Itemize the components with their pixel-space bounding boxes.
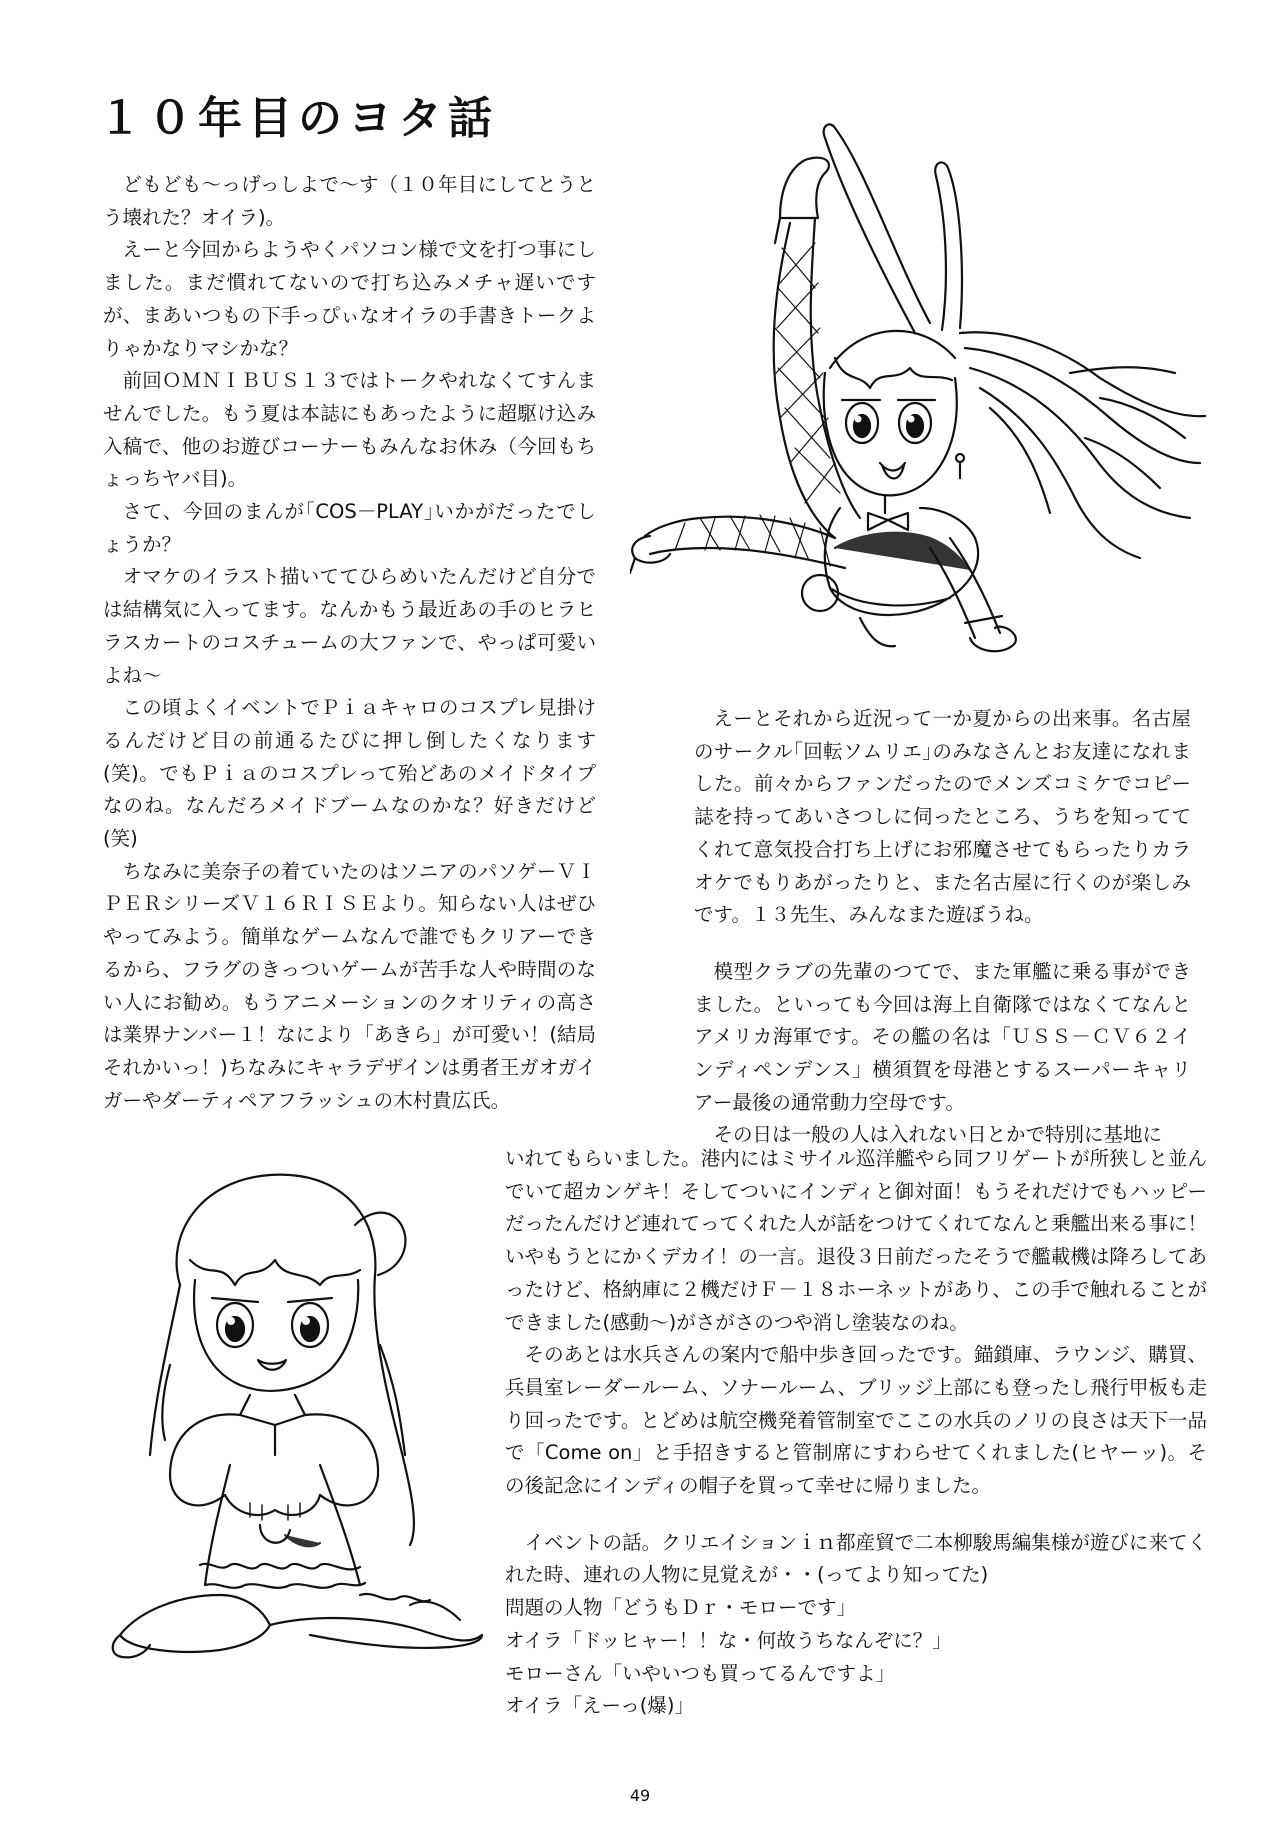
maid-girl-illustration: [110, 1165, 490, 1665]
dialogue-line-3: モローさん「いやいつも買ってるんですよ」: [505, 1661, 896, 1685]
left-paragraph-7: ちなみに美奈子の着ていたのはソニアのパソゲーＶＩＰＥＲシリーズＶ１６ＲＩＳＥより。知らない人はぜひやってみよう。簡単なゲームなんで誰でもクリアーできるから、フラグのきっついゲームが苦手な人や時間のない人にお勧め。もうアニメーションのクオリティの高さは業界ナンバー１！なにより「あきら」が可愛い！(結局それかいっ！)ちなみにキャラデザインは勇者王ガオガイガーやダーティペアフラッシュの木村貴広氏。: [103, 859, 596, 1112]
bottom-paragraph-2: そのあとは水兵さんの案内で船中歩き回ったです。錨鎖庫、ラウンジ、購買、兵員室レーダールーム、ソナールーム、ブリッジ上部にも登ったし飛行甲板も走り回ったです。とどめは航空機発着管制室でここの水兵のノリの良さは天下一品で「Come on」と手招きすると管制席にすわらせてくれました(ヒヤーッ)。その後記念にインディの帽子を買って幸せに帰りました。: [505, 1343, 1207, 1498]
left-paragraph-6: この頃よくイベントでＰｉａキャロのコスプレ見掛けるんだけど目の前通るたびに押し倒したくなります(笑)。でもＰｉａのコスプレって殆どあのメイドタイプなのね。なんだろメイドブームなのかな？好きだけど(笑): [103, 696, 596, 851]
left-paragraph-4: さて、今回のまんが｢COS－PLAY｣いかがだったでしょうか？: [103, 500, 596, 556]
right-paragraph-2: 模型クラブの先輩のつてで、また軍艦に乗る事ができました。といっても今回は海上自衛隊ではなくてなんとアメリカ海軍です。その艦の名は「ＵＳＳ－ＣＶ６２インディペンデンス」横須賀を母港とするスーパーキャリアー最後の通常動力空母です。: [694, 959, 1191, 1114]
left-text-column: [103, 169, 596, 1117]
bunny-girl-illustration: [630, 118, 1210, 658]
dialogue-line-4: オイラ「えーっ(爆)」: [505, 1694, 694, 1718]
right-paragraph-3: その日は一般の人は入れない日とかで特別に基地に: [713, 1123, 1163, 1147]
left-paragraph-3: 前回ＯＭＮＩＢＵＳ１３ではトークやれなくてすんませんでした。もう夏は本誌にもあったように超駆け込み入稿で、他のお遊びコーナーもみんなお休み（今回もちょっちヤバ目)。: [103, 369, 596, 491]
left-paragraph-5: オマケのイラスト描いててひらめいたんだけど自分では結構気に入ってます。なんかもう最近あの手のヒラヒラスカートのコスチュームの大ファンで、やっぱ可愛いよね～: [103, 565, 596, 687]
dialogue-line-1: 問題の人物「どうもＤｒ・モローです」: [505, 1596, 857, 1620]
bottom-paragraph-1: いれてもらいました。港内にはミサイル巡洋艦やら同フリゲートが所狭しと並んでいて超カンゲキ！そしてついにインディと御対面！もうそれだけでもハッピーだったんだけど連れてってくれた人が話をつけてくれてなんと乗艦出来る事に！いやもうとにかくデカイ！の一言。退役３日前だったそうで艦載機は降ろしてあったけど、格納庫に２機だけＦ－１８ホーネットがあり、この手で触れることができました(感動～)がさがさのつや消し塗装なのね。: [505, 1147, 1208, 1334]
dialogue-line-2: オイラ「ドッヒャー！！な・何故うちなんぞに？」: [505, 1628, 952, 1652]
bottom-text-column: [505, 1143, 1207, 1723]
left-paragraph-2: えーと今回からようやくパソコン様で文を打つ事にしました。まだ慣れてないので打ち込みメチャ遅いですが、まあいつもの下手っぴぃなオイラの手書きトークよりゃかなりマシかな？: [103, 238, 596, 360]
page-number: 49: [629, 1786, 651, 1805]
right-text-column: [694, 703, 1191, 1152]
page-title: １０年目のヨタ話: [98, 93, 498, 144]
left-paragraph-1: どもども～っげっしよで～す（１０年目にしてとうとう壊れた？オイラ)。: [103, 173, 596, 229]
right-paragraph-1: えーとそれから近況って一か夏からの出来事。名古屋のサークル｢回転ソムリエ｣のみなさんとお友達になれました。前々からファンだったのでメンズコミケでコピー誌を持ってあいさつしに伺ったところ、うちを知っててくれて意気投合打ち上げにお邪魔させてもらったりカラオケでもりあがったりと、また名古屋に行くのが楽しみです。１３先生、みんなまた遊ぼうね。: [694, 707, 1191, 927]
bottom-paragraph-3: イベントの話。クリエイションｉｎ都産貿で二本柳駿馬編集様が遊びに来てくれた時、連れの人物に見覚えが・・(ってより知ってた): [505, 1530, 1207, 1587]
